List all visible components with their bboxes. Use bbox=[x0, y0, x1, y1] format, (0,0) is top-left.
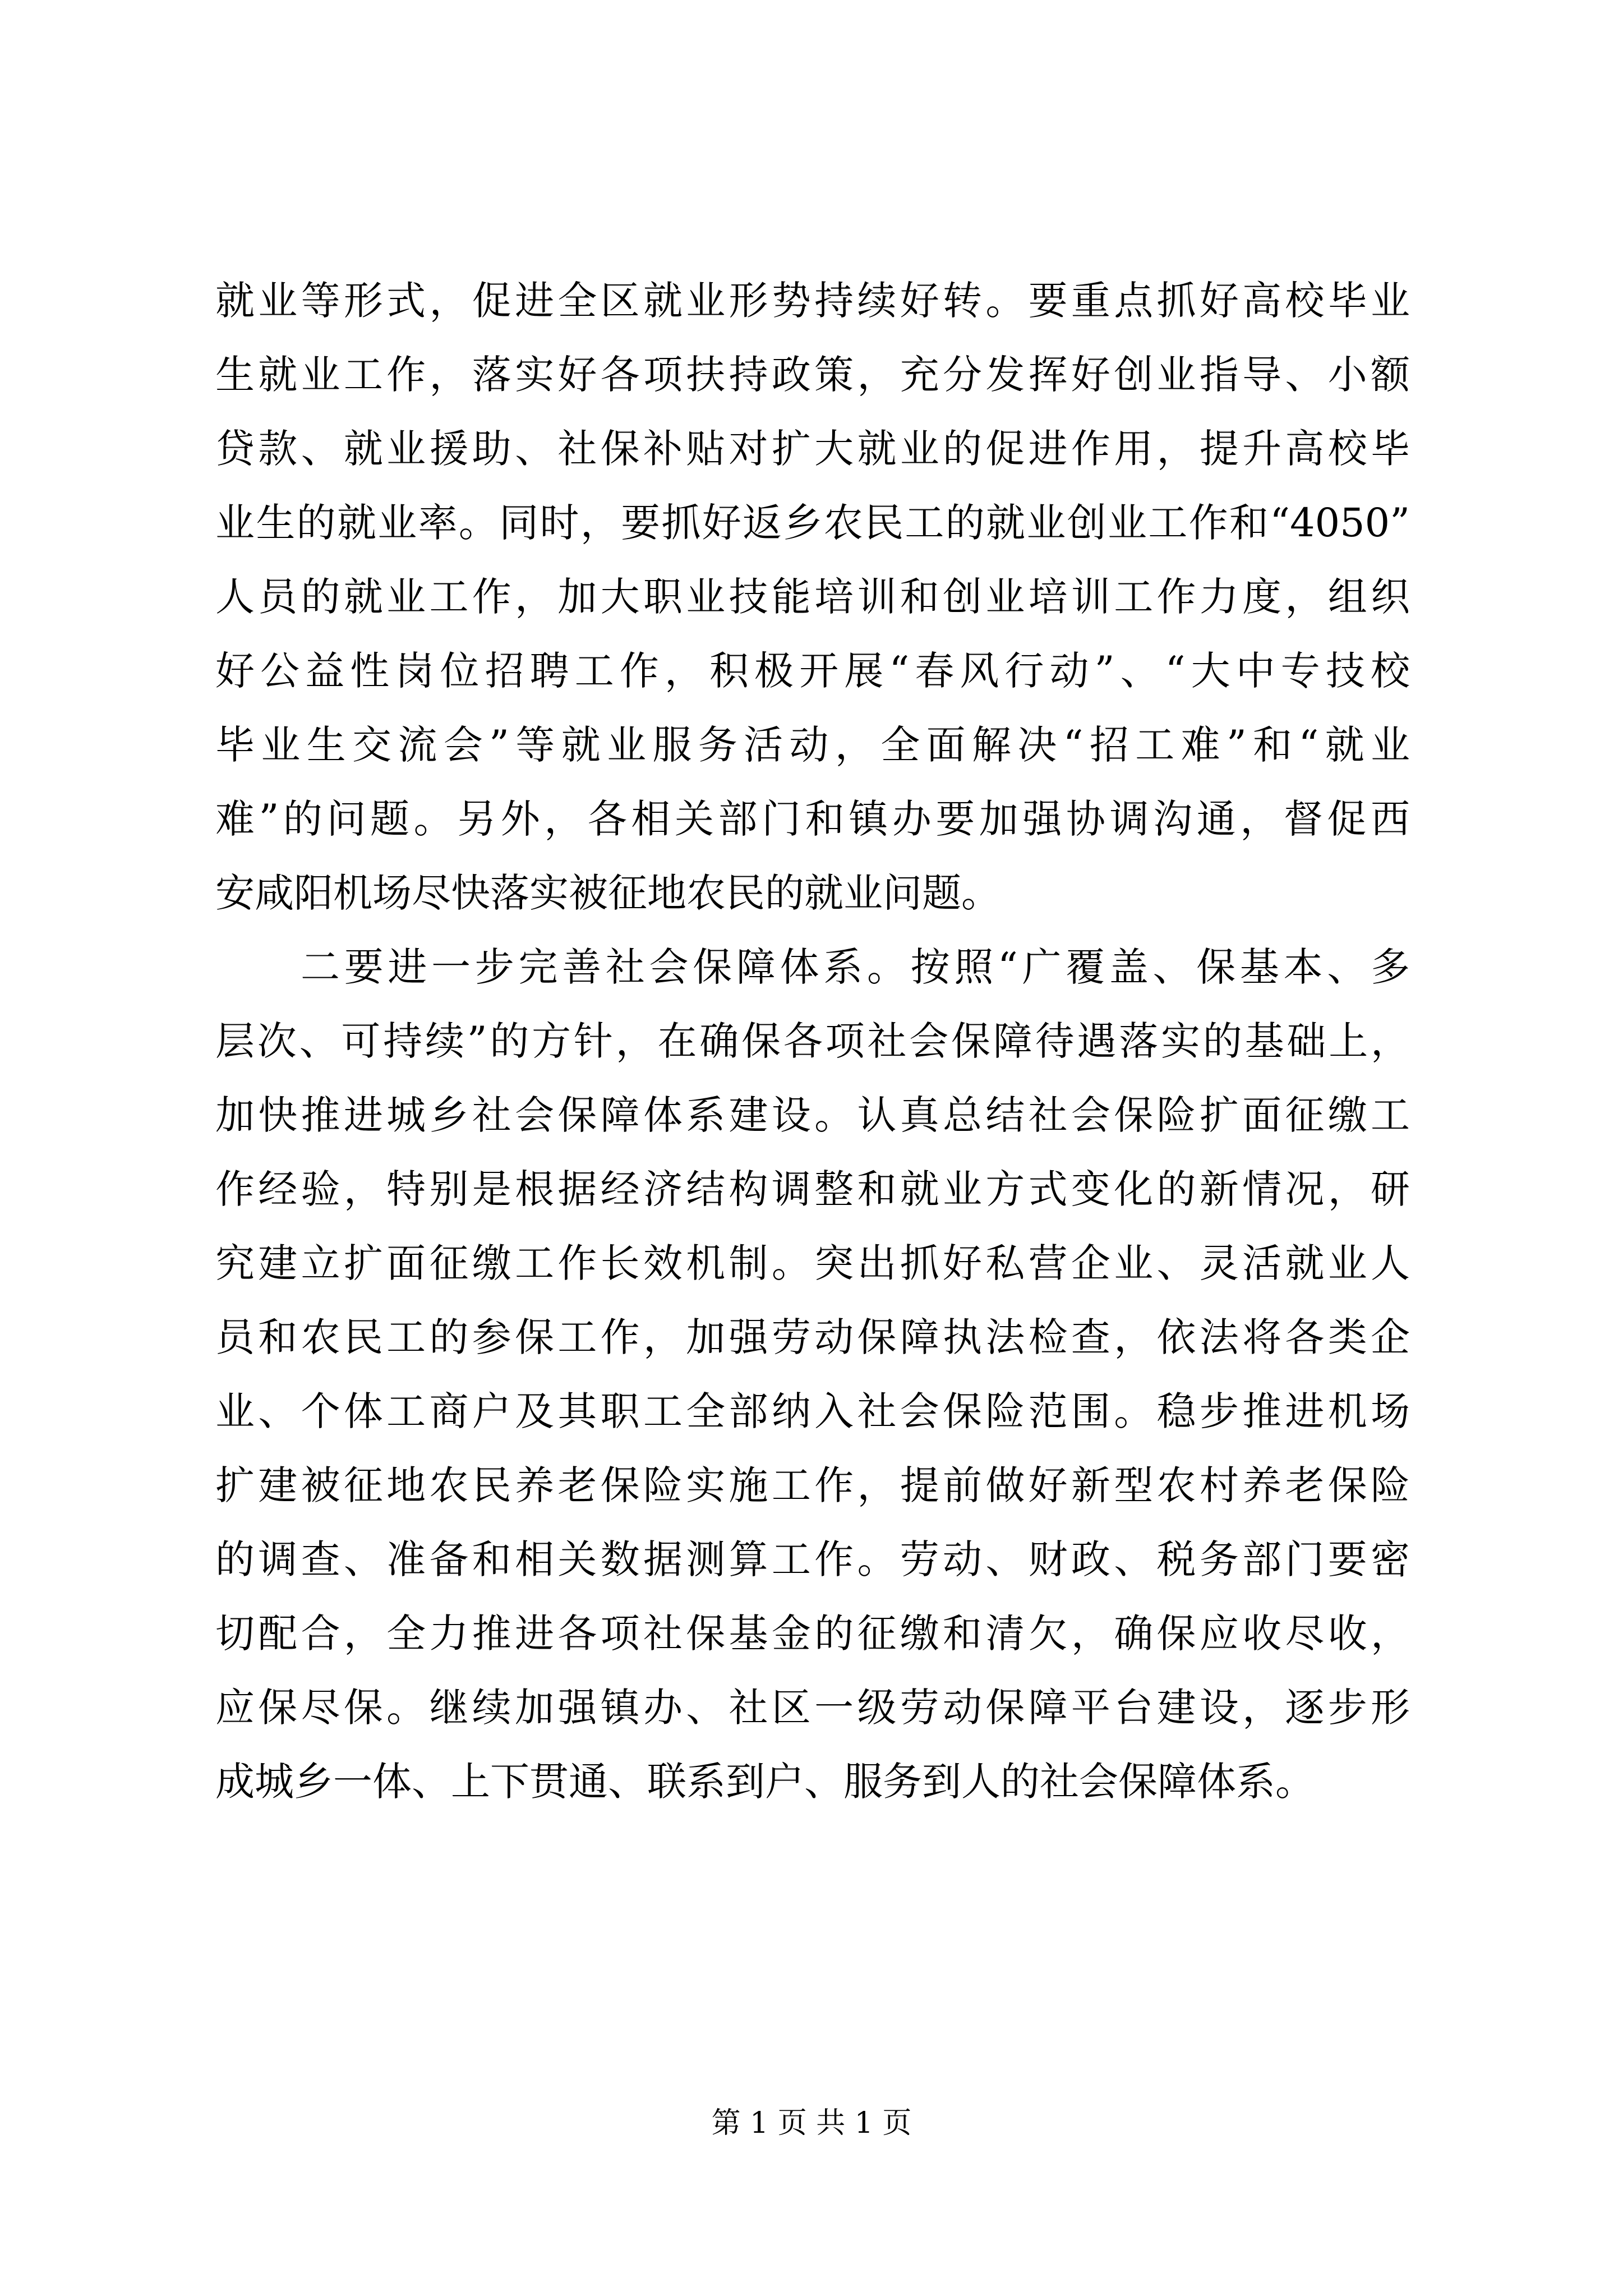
text-line: 成城乡一体、上下贯通、联系到户、服务到人的社会保障体系。 bbox=[215, 1759, 1315, 1805]
text-line: 就业等形式，促进全区就业形势持续好转。要重点抓好高校毕业 bbox=[215, 278, 1410, 324]
page-footer: 第 1 页 共 1 页 bbox=[711, 2106, 912, 2140]
text-line: 二要进一步完善社会保障体系。按照“广覆盖、保基本、多 bbox=[301, 944, 1410, 990]
text-line: 好公益性岗位招聘工作，积极开展“春风行动”、“大中专技校 bbox=[215, 648, 1410, 694]
text-line: 生就业工作，落实好各项扶持政策，充分发挥好创业指导、小额 bbox=[215, 352, 1410, 398]
text-line: 究建立扩面征缴工作长效机制。突出抓好私营企业、灵活就业人 bbox=[215, 1240, 1410, 1286]
text-line: 的调查、准备和相关数据测算工作。劳动、财政、税务部门要密 bbox=[215, 1536, 1410, 1582]
text-line: 人员的就业工作，加大职业技能培训和创业培训工作力度，组织 bbox=[215, 574, 1410, 620]
text-line: 员和农民工的参保工作，加强劳动保障执法检查，依法将各类企 bbox=[215, 1314, 1410, 1360]
text-line: 贷款、就业援助、社保补贴对扩大就业的促进作用，提升高校毕 bbox=[215, 426, 1410, 472]
text-line: 加快推进城乡社会保障体系建设。认真总结社会保险扩面征缴工 bbox=[215, 1092, 1410, 1138]
text-line: 难”的问题。另外，各相关部门和镇办要加强协调沟通，督促西 bbox=[215, 796, 1410, 842]
paragraph-employment bbox=[215, 264, 1410, 930]
paragraph-social-security bbox=[215, 930, 1410, 1819]
text-line: 层次、可持续”的方针，在确保各项社会保障待遇落实的基础上， bbox=[215, 1018, 1410, 1064]
text-line: 作经验，特别是根据经济结构调整和就业方式变化的新情况，研 bbox=[215, 1166, 1410, 1212]
document-body bbox=[215, 264, 1410, 1819]
text-line: 安咸阳机场尽快落实被征地农民的就业问题。 bbox=[215, 870, 1000, 916]
text-line: 业、个体工商户及其职工全部纳入社会保险范围。稳步推进机场 bbox=[215, 1388, 1410, 1434]
text-line: 应保尽保。继续加强镇办、社区一级劳动保障平台建设，逐步形 bbox=[215, 1685, 1410, 1731]
text-line: 扩建被征地农民养老保险实施工作，提前做好新型农村养老保险 bbox=[215, 1462, 1410, 1508]
text-line: 毕业生交流会”等就业服务活动，全面解决“招工难”和“就业 bbox=[215, 722, 1410, 768]
text-line: 业生的就业率。同时，要抓好返乡农民工的就业创业工作和“4050” bbox=[215, 500, 1410, 546]
text-line: 切配合，全力推进各项社保基金的征缴和清欠，确保应收尽收， bbox=[215, 1611, 1410, 1657]
